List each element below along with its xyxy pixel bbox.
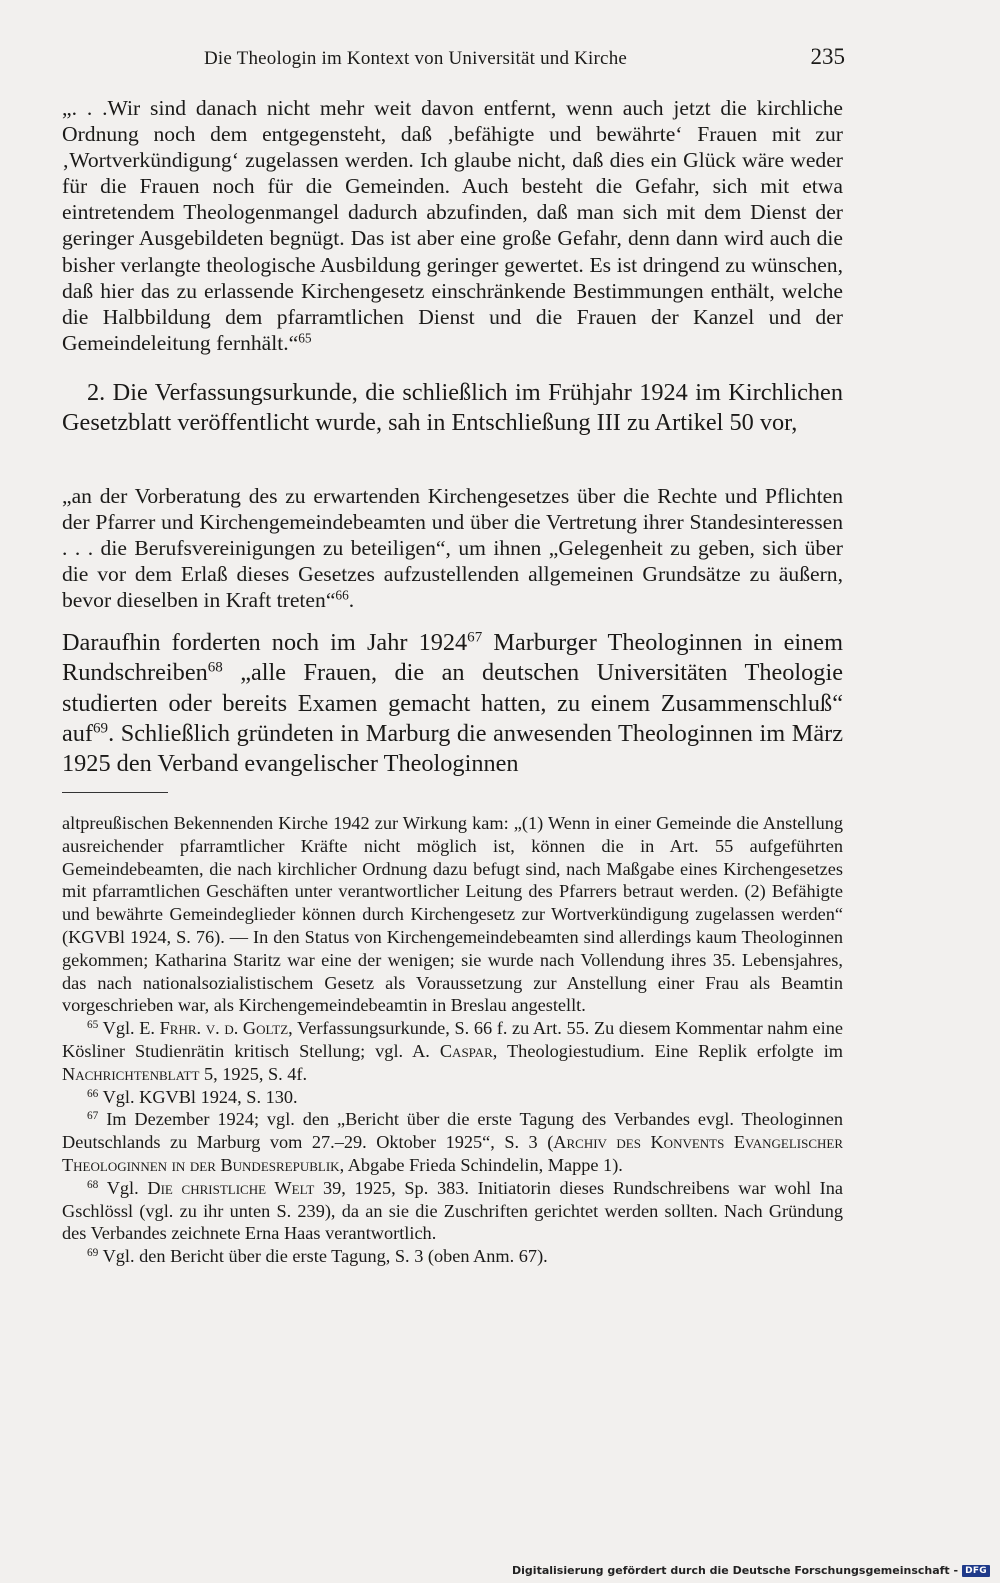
- footnote-ref: 66: [335, 587, 349, 603]
- footnote-ref: 67: [467, 629, 483, 646]
- footnote-ref: 69: [93, 720, 109, 737]
- block-quote-2: [62, 483, 843, 613]
- paragraph-text: 2. Die Verfassungsurkunde, die schließlich im Frühjahr 1924 im Kirchlichen Gesetzblatt veröffentlicht wurde, sah in Entschließung III zu Artikel 50 vor,: [62, 379, 843, 436]
- running-head: Die Theologin im Kontext von Universität und Kirche: [204, 48, 628, 69]
- dfg-logo-icon: DFG: [962, 1565, 990, 1577]
- footnote-67: $^{67}$ Im Dezember 1924; vgl. den „Bericht über die erste Tagung des Verbandes evgl. Theologinnen Deutschlands zu Marburg vom 27.–29. Oktober 1925“, S. 3 (Archiv des Konvents Evangelischer Theologinnen in der Bundesrepublik, Abgabe Frieda Schindelin, Mappe 1).: [62, 1109, 843, 1175]
- block-quote-1: [62, 95, 843, 356]
- footnote-66: $^{66}$ Vgl. KGVBl 1924, S. 130.: [87, 1086, 298, 1107]
- body-paragraph-1: [62, 378, 843, 438]
- body-paragraph-2: [62, 628, 843, 779]
- credit-text: Digitalisierung gefördert durch die Deutsche Forschungsgemeinschaft -: [512, 1564, 959, 1577]
- footnotes: [62, 812, 843, 1268]
- quote-1-paragraph: „. . .Wir sind danach nicht mehr weit davon entfernt, wenn auch jetzt die kirchliche Ordnung noch dem entgegensteht, daß ‚befähigte und bewährte‘ Frauen mit zur ‚Wortverkündigung‘ zugelassen werden. Ich glaube nicht, daß dies ein Glück wäre weder für die Frauen noch für die Gemeinden. Auch besteht die Gefahr, sich mit etwa eintretendem Theologenmangel dadurch abzufinden, daß man sich mit dem Dienst der geringer Ausgebildeten begnügt. Das ist aber eine große Gefahr, denn dann wird auch die bisher verlangte theologische Ausbildung geringer gewertet. Es ist dringend zu wünschen, daß hier das zu erlassende Kirchengesetz einschränkende Bestimmungen enthält, welche die Halbbildung dem pfarramtlichen Dienst und die Frauen der Kanzel und der Gemeindeleitung fernhält.“$^{65}$: [62, 96, 843, 355]
- page-header: [62, 44, 845, 76]
- paragraph-text: Daraufhin forderten noch im Jahr 1924$^{67}$ Marburger Theologinnen in einem Rundschreiben$^{68}$ „alle Frauen, die an deutschen Universitäten Theologie studierten oder bereits Examen gemacht hatten, zu einem Zusammenschluß“ auf$^{69}$. Schließlich gründeten in Marburg die anwesenden Theologinnen im März 1925 den Verband evangelischer Theologinnen: [62, 629, 843, 778]
- footnote-68: $^{68}$ Vgl. Die christliche Welt 39, 1925, Sp. 383. Initiatorin dieses Rundschreibens war wohl Ina Gschlössl (vgl. zu ihr unten S. 239), da an sie die Zuschriften gerichtet werden sollten. Nach Gründung des Verbandes zeichnete Erna Haas verantwortlich.: [62, 1177, 843, 1244]
- quote-2-paragraph: „an der Vorberatung des zu erwartenden Kirchengesetzes über die Rechte und Pflichten der Pfarrer und Kirchengemeindebeamten und über die Vertretung ihrer Standesinteressen . . . die Berufsvereinigungen zu beteiligen“, um ihnen „Gelegenheit zu geben, sich über die vor dem Erlaß dieses Gesetzes aufzustellenden allgemeinen Grundsätze zu äußern, bevor dieselben in Kraft treten“$^{66}$.: [62, 484, 843, 612]
- digitization-credit: [512, 1564, 990, 1577]
- footnote-65: $^{65}$ Vgl. E. Frhr. v. d. Goltz, Verfassungsurkunde, S. 66 f. zu Art. 55. Zu diesem Kommentar nahm eine Kösliner Studienrätin kritisch Stellung; vgl. A. Caspar, Theologiestudium. Eine Replik erfolgte im Nachrichtenblatt 5, 1925, S. 4f.: [62, 1018, 843, 1084]
- footnote-separator: [62, 792, 168, 793]
- page-number: 235: [810, 44, 845, 69]
- footnote-ref: 65: [298, 330, 312, 346]
- footnote-ref: 68: [207, 660, 223, 677]
- footnote-69: $^{69}$ Vgl. den Bericht über die erste Tagung, S. 3 (oben Anm. 67).: [87, 1246, 548, 1267]
- footnote-continuation: altpreußischen Bekennenden Kirche 1942 zur Wirkung kam: „(1) Wenn in einer Gemeinde die Anstellung ausreichender pfarramtlicher Kräfte nicht möglich ist, können die in Art. 55 aufgeführten Gemeindebeamten, die nach kirchlicher Ordnung dazu befugt sind, nach Maßgabe eines Kirchengesetzes mit pfarramtlichen Geschäften unter verantwortlicher Leitung des Pfarrers betraut werden. (2) Befähigte und bewährte Gemeindeglieder können durch Kirchengesetz zur Wortverkündigung zugelassen werden“ (KGVBl 1924, S. 76). — In den Status von Kirchengemeindebeamten sind allerdings kaum Theologinnen gekommen; Katharina Staritz war eine der wenigen; sie wurde nach Vollendung ihres 35. Lebensjahres, das nach nationalsozialistischem Gesetz als Voraussetzung zur Anstellung einer Frau als Beamtin vorgeschrieben war, als Kirchengemeindebeamtin in Breslau angestellt.: [62, 813, 843, 1016]
